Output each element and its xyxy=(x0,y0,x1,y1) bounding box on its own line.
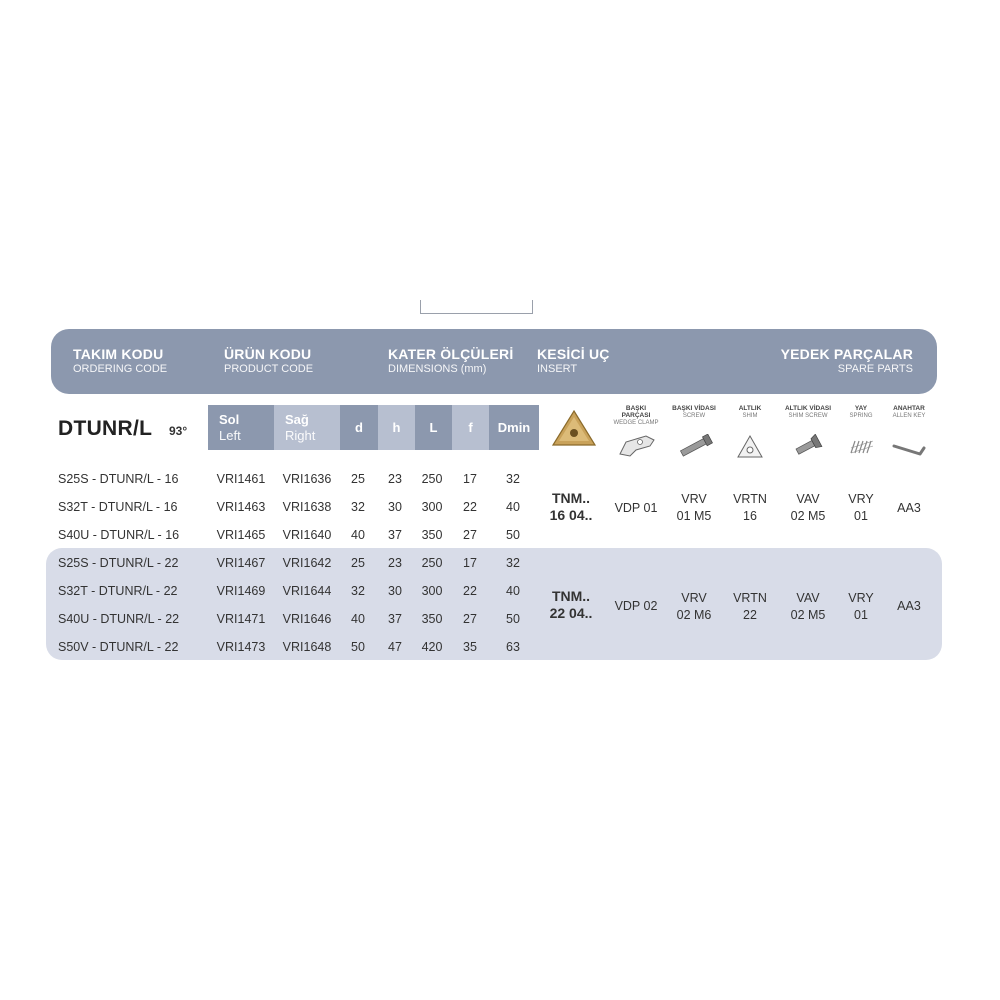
row-dmin: 32 xyxy=(506,472,520,486)
table-header-band xyxy=(51,329,937,394)
column-sol: Sol Left xyxy=(208,405,274,450)
row-sag-code: VRI1636 xyxy=(282,472,332,486)
row-dmin: 40 xyxy=(506,584,520,598)
spare-header-screw: BAŞKI VİDASI SCREW xyxy=(672,405,716,419)
spare-header-allen-key: ANAHTAR ALLEN KEY xyxy=(892,405,926,419)
row-f: 27 xyxy=(463,612,477,626)
row-ordering-code: S25S - DTUNR/L - 22 xyxy=(58,556,179,570)
row-f: 22 xyxy=(463,500,477,514)
row-h: 23 xyxy=(388,472,402,486)
row-sol-code: VRI1463 xyxy=(216,500,266,514)
row-L: 300 xyxy=(421,500,443,514)
header-insert: KESİCİ UÇ INSERT xyxy=(537,346,610,375)
header-spare-parts: YEDEK PARÇALAR SPARE PARTS xyxy=(780,346,913,375)
spare-spring-value: VRY 01 xyxy=(848,492,874,523)
insert-code: TNM.. 22 04.. xyxy=(549,588,593,621)
row-dmin: 63 xyxy=(506,640,520,654)
insert-code: TNM.. 16 04.. xyxy=(549,490,593,523)
model-angle: 93° xyxy=(169,424,188,438)
row-L: 350 xyxy=(421,528,443,542)
column-sag: Sağ Right xyxy=(274,405,340,450)
spare-header-spring: YAY SPRING xyxy=(849,405,873,419)
row-sag-code: VRI1646 xyxy=(282,612,332,626)
spare-wedge-clamp-value: VDP 02 xyxy=(614,599,658,613)
insert-triangle-icon xyxy=(551,408,597,448)
spare-header-wedge-clamp: BAŞKI PARÇASI WEDGE CLAMP xyxy=(613,405,659,426)
spring-icon xyxy=(848,436,876,458)
row-f: 27 xyxy=(463,528,477,542)
header-ordering-code: TAKIM KODU ORDERING CODE xyxy=(73,346,168,375)
spare-screw-value: VRV 02 M6 xyxy=(676,591,712,622)
shim-screw-icon xyxy=(792,434,824,458)
column-L: L xyxy=(415,405,452,450)
row-h: 37 xyxy=(388,528,402,542)
spare-screw-value: VRV 01 M5 xyxy=(676,492,712,523)
wedge-clamp-icon xyxy=(616,432,658,458)
row-h: 23 xyxy=(388,556,402,570)
row-f: 17 xyxy=(463,472,477,486)
column-f: f xyxy=(452,405,489,450)
row-f: 17 xyxy=(463,556,477,570)
spare-allen-key-value: AA3 xyxy=(897,501,921,515)
row-h: 47 xyxy=(388,640,402,654)
row-f: 22 xyxy=(463,584,477,598)
row-d: 25 xyxy=(351,556,365,570)
spare-shim-screw-value: VAV 02 M5 xyxy=(790,492,826,523)
row-d: 32 xyxy=(351,500,365,514)
spare-header-shim: ALTLIK SHIM xyxy=(738,405,762,419)
row-sag-code: VRI1642 xyxy=(282,556,332,570)
row-sag-code: VRI1644 xyxy=(282,584,332,598)
top-bracket-line xyxy=(420,300,533,314)
column-h: h xyxy=(378,405,415,450)
row-L: 250 xyxy=(421,472,443,486)
row-ordering-code: S25S - DTUNR/L - 16 xyxy=(58,472,179,486)
spare-spring-value: VRY 01 xyxy=(848,591,874,622)
row-sol-code: VRI1469 xyxy=(216,584,266,598)
row-ordering-code: S32T - DTUNR/L - 22 xyxy=(58,584,178,598)
shim-icon xyxy=(736,434,764,460)
row-sol-code: VRI1465 xyxy=(216,528,266,542)
row-dmin: 40 xyxy=(506,500,520,514)
row-h: 37 xyxy=(388,612,402,626)
row-L: 420 xyxy=(421,640,443,654)
row-ordering-code: S32T - DTUNR/L - 16 xyxy=(58,500,178,514)
row-sol-code: VRI1461 xyxy=(216,472,266,486)
screw-icon xyxy=(676,434,716,458)
row-f: 35 xyxy=(463,640,477,654)
row-ordering-code: S40U - DTUNR/L - 16 xyxy=(58,528,180,542)
row-sag-code: VRI1640 xyxy=(282,528,332,542)
row-sol-code: VRI1473 xyxy=(216,640,266,654)
row-d: 25 xyxy=(351,472,365,486)
row-d: 40 xyxy=(351,612,365,626)
row-sag-code: VRI1638 xyxy=(282,500,332,514)
row-ordering-code: S40U - DTUNR/L - 22 xyxy=(58,612,180,626)
header-product-code: ÜRÜN KODU PRODUCT CODE xyxy=(224,346,314,375)
row-d: 50 xyxy=(351,640,365,654)
allen-key-icon xyxy=(890,434,930,460)
row-h: 30 xyxy=(388,500,402,514)
column-dmin: Dmin xyxy=(489,405,539,450)
row-d: 40 xyxy=(351,528,365,542)
row-h: 30 xyxy=(388,584,402,598)
spare-header-shim-screw: ALTLIK VİDASI SHIM SCREW xyxy=(784,405,832,419)
row-L: 350 xyxy=(421,612,443,626)
spare-shim-value: VRTN 22 xyxy=(733,591,767,622)
row-L: 250 xyxy=(421,556,443,570)
spare-shim-screw-value: VAV 02 M5 xyxy=(790,591,826,622)
row-sol-code: VRI1467 xyxy=(216,556,266,570)
column-d: d xyxy=(340,405,378,450)
row-dmin: 50 xyxy=(506,528,520,542)
row-d: 32 xyxy=(351,584,365,598)
row-ordering-code: S50V - DTUNR/L - 22 xyxy=(58,640,179,654)
row-L: 300 xyxy=(421,584,443,598)
row-sol-code: VRI1471 xyxy=(216,612,266,626)
row-dmin: 50 xyxy=(506,612,520,626)
row-sag-code: VRI1648 xyxy=(282,640,332,654)
header-dimensions: KATER ÖLÇÜLERİ DIMENSIONS (mm) xyxy=(388,346,514,375)
spare-shim-value: VRTN 16 xyxy=(733,492,767,523)
spare-wedge-clamp-value: VDP 01 xyxy=(614,501,658,515)
spare-allen-key-value: AA3 xyxy=(897,599,921,613)
row-dmin: 32 xyxy=(506,556,520,570)
model-name: DTUNR/L xyxy=(58,417,153,440)
